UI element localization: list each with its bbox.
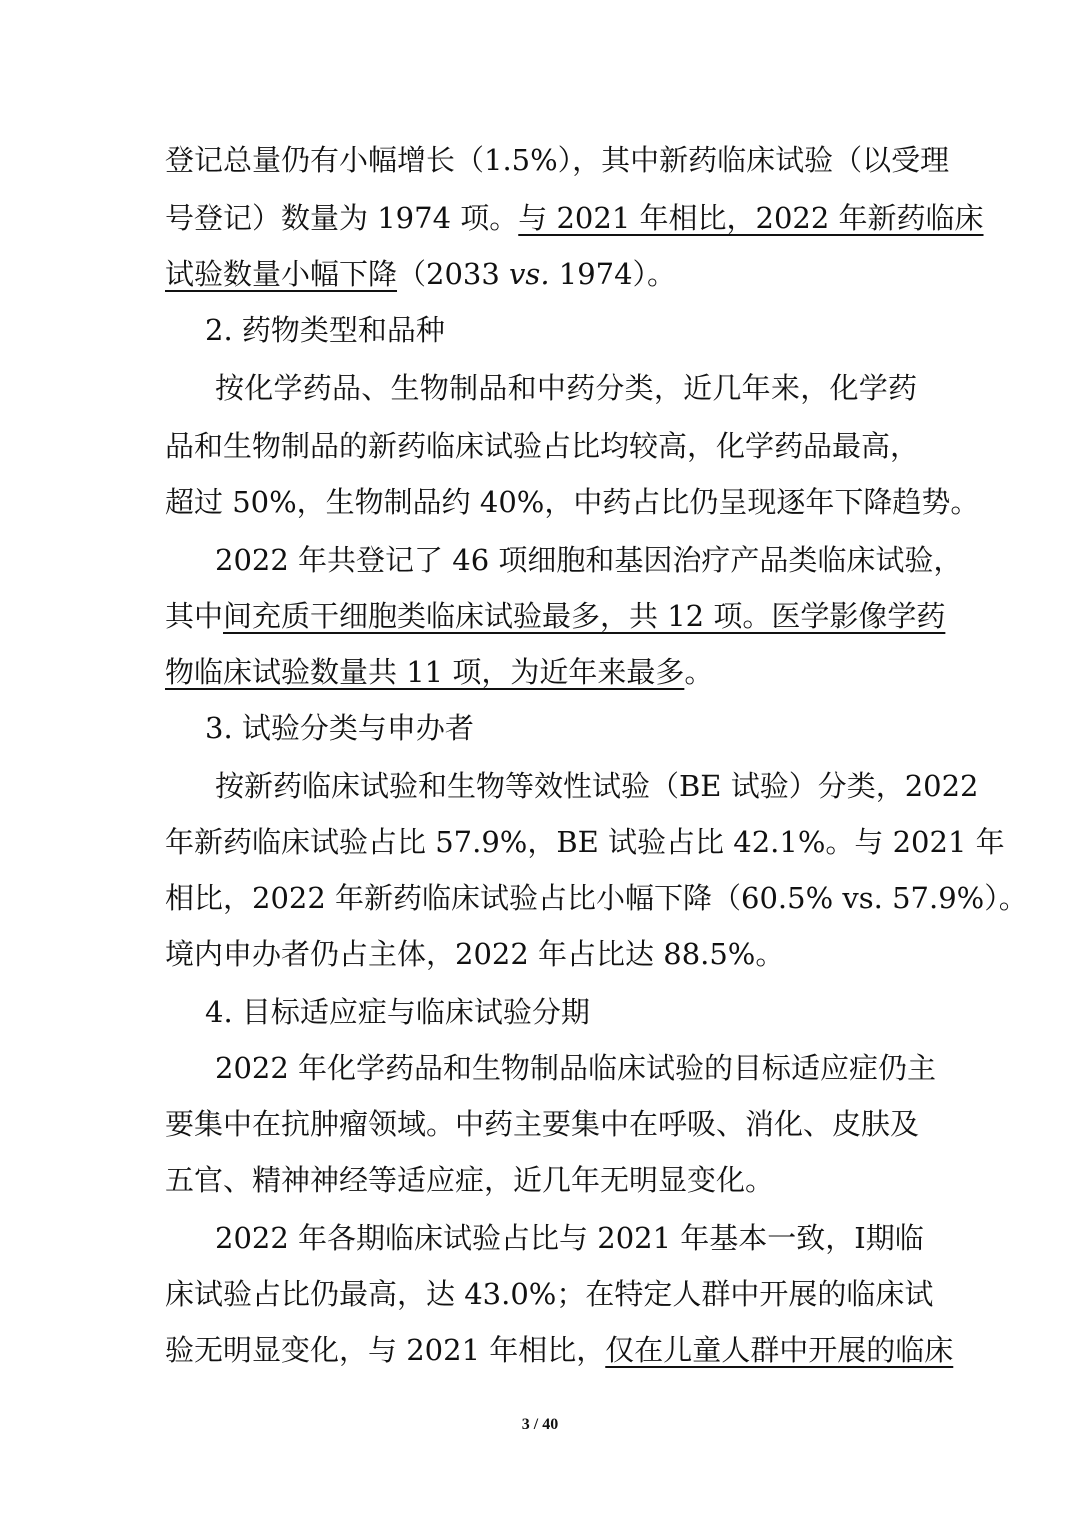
underlined-text: 仅在儿童人群中开展的临床 [605, 1333, 954, 1367]
paragraph-line: 验无明显变化，与 2021 年相比，仅在儿童人群中开展的临床 [165, 1333, 954, 1367]
underlined-text: 与 2021 年相比，2022 年新药临床 [518, 201, 984, 235]
paragraph-line: 物临床试验数量共 11 项，为近年来最多。 [165, 655, 714, 689]
paragraph-line: 试验数量小幅下降（2033 vs. 1974）。 [165, 257, 677, 291]
paragraph-line: 2022 年各期临床试验占比与 2021 年基本一致，Ⅰ期临 [215, 1221, 924, 1255]
paragraph-line: 要集中在抗肿瘤领域。中药主要集中在呼吸、消化、皮肤及 [165, 1107, 920, 1141]
paragraph-line: 年新药临床试验占比 57.9%，BE 试验占比 42.1%。与 2021 年 [165, 825, 1005, 859]
paragraph-line: 超过 50%，生物制品约 40%，中药占比仍呈现逐年下降趋势。 [165, 485, 980, 519]
paragraph-line: 其中间充质干细胞类临床试验最多，共 12 项。医学影像学药 [165, 599, 946, 633]
paragraph-line: 相比，2022 年新药临床试验占比小幅下降（60.5% vs. 57.9%）。 [165, 881, 1028, 915]
section-heading: 3. 试验分类与申办者 [205, 711, 474, 745]
paragraph-line: 按化学药品、生物制品和中药分类，近几年来，化学药 [215, 371, 917, 405]
underlined-text: 试验数量小幅下降 [165, 257, 398, 291]
paragraph-line: 按新药临床试验和生物等效性试验（BE 试验）分类，2022 [215, 769, 979, 803]
underlined-text: 物临床试验数量共 11 项，为近年来最多 [165, 655, 685, 689]
section-heading: 2. 药物类型和品种 [205, 313, 445, 347]
page-number: 3 / 40 [521, 1416, 559, 1433]
paragraph-line: 品和生物制品的新药临床试验占比均较高，化学药品最高， [165, 429, 920, 463]
paragraph-line: 2022 年化学药品和生物制品临床试验的目标适应症仍主 [215, 1051, 937, 1085]
paragraph-line: 五官、精神神经等适应症，近几年无明显变化。 [165, 1163, 775, 1197]
paragraph-line: 登记总量仍有小幅增长（1.5%），其中新药临床试验（以受理 [165, 143, 950, 177]
paragraph-line: 境内申办者仍占主体，2022 年占比达 88.5%。 [165, 937, 785, 971]
underlined-text: 间充质干细胞类临床试验最多，共 12 项。医学影像学药 [223, 599, 946, 633]
paragraph-line: 2022 年共登记了 46 项细胞和基因治疗产品类临床试验， [215, 543, 963, 577]
paragraph-line: 号登记）数量为 1974 项。与 2021 年相比，2022 年新药临床 [165, 201, 984, 235]
paragraph-line: 床试验占比仍最高，达 43.0%；在特定人群中开展的临床试 [165, 1277, 934, 1311]
section-heading: 4. 目标适应症与临床试验分期 [205, 995, 590, 1029]
